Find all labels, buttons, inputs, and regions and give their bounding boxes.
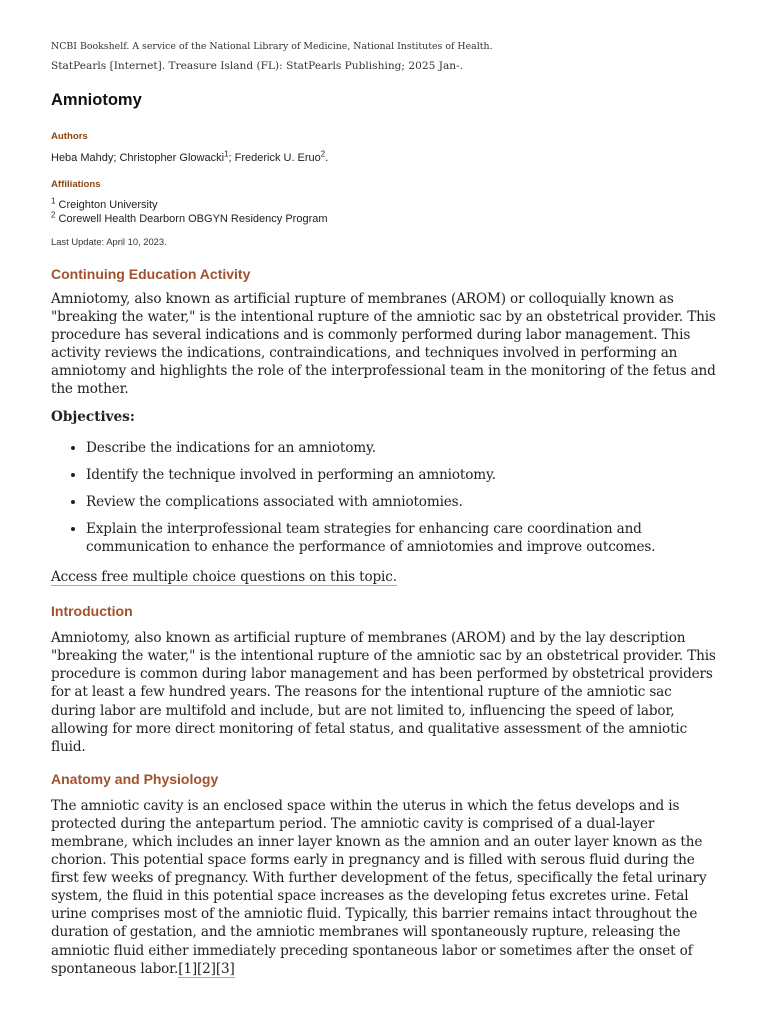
affiliation-2 (51, 212, 716, 226)
authors-label: Authors (51, 131, 88, 142)
reference-link-2[interactable]: [2] (197, 960, 216, 977)
ce-heading: Continuing Education Activity (51, 266, 251, 282)
affiliation-1 (51, 198, 716, 212)
authors-end: . (325, 152, 329, 164)
mcq-link[interactable]: Access free multiple choice questions on this topic. (51, 569, 397, 586)
objective-item: • Review the complications associated with amniotomies. (86, 493, 716, 511)
author-affil-sup-2[interactable]: 2 (320, 149, 326, 159)
reference-link-3[interactable]: [3] (215, 960, 235, 977)
affiliation-num-1: 1 (51, 196, 56, 206)
affiliation-name-1: Creighton University (58, 199, 158, 211)
objective-item: • Identify the technique involved in performing an amniotomy. (86, 466, 716, 484)
author-names-2[interactable]: ; Frederick U. Eruo (228, 152, 321, 164)
objective-item: • Describe the indications for an amniotomy. (86, 439, 716, 457)
author-names-1[interactable]: Heba Mahdy; Christopher Glowacki (51, 152, 225, 164)
reference-link-1[interactable]: [1] (178, 960, 197, 977)
statpearls-citation: StatPearls [Internet]. Treasure Island (FL): StatPearls Publishing; 2025 Jan-. (51, 60, 464, 72)
anatomy-paragraph (51, 797, 716, 978)
introduction-heading: Introduction (51, 603, 133, 620)
objectives-list (51, 439, 716, 556)
ce-paragraph: Amniotomy, also known as artificial rupture of membranes (AROM) or colloquially known as "breaking the water," is the intentional rupture of the amniotic sac by an obstetrical provider. This procedure has several indications and is commonly performed during labor management. This activity reviews the indications, contraindications, and techniques involved in performing an amniotomy and highlights the role of the interprofessional team in the monitoring of the fetus and the mother. (51, 291, 716, 398)
ncbi-bookshelf-line: NCBI Bookshelf. A service of the National Library of Medicine, National Institutes of Health. (51, 41, 493, 52)
affiliations-label: Affiliations (51, 179, 101, 190)
author-affil-sup-1[interactable]: 1 (224, 149, 229, 159)
anatomy-paragraph-text: The amniotic cavity is an enclosed space within the uterus in which the fetus develops and is protected during the antepartum period. The amniotic cavity is comprised of a dual-layer membrane, which includes an inner layer known as the amnion and an outer layer known as the chorion. This potential space forms early in pregnancy and is filled with serous fluid during the first few weeks of pregnancy. With further development of the fetus, specifically the fetal urinary system, the fluid in this potential space increases as the developing fetus excretes urine. Fetal urine comprises most of the amniotic fluid. Typically, this barrier remains intact throughout the duration of gestation, and the amniotic membranes will spontaneously rupture, releasing the amniotic fluid either immediately preceding spontaneous labor or sometimes after the onset of spontaneous labor. (51, 797, 707, 977)
anatomy-heading: Anatomy and Physiology (51, 770, 219, 787)
last-update: Last Update: April 10, 2023. (51, 236, 167, 247)
objectives-label: Objectives: (51, 408, 135, 425)
authors-list (51, 151, 716, 165)
introduction-paragraph: Amniotomy, also known as artificial rupture of membranes (AROM) and by the lay description "breaking the water," is the intentional rupture of the amniotic sac by an obstetrical provider. This procedure is common during labor management and has been performed by obstetrical providers for at least a few hundred years. The reasons for the intentional rupture of the amniotic sac during labor are multifold and include, but are not limited to, influencing the speed of labor, allowing for more direct monitoring of fetal status, and qualitative assessment of the amniotic fluid. (51, 630, 716, 755)
objective-item: • Explain the interprofessional team strategies for enhancing care coordination and communication to enhance the performance of amniotomies and improve outcomes. (86, 520, 716, 556)
article-title: Amniotomy (51, 91, 142, 109)
affiliation-num-2: 2 (51, 210, 56, 220)
affiliation-name-2: Corewell Health Dearborn OBGYN Residency Program (58, 213, 328, 225)
